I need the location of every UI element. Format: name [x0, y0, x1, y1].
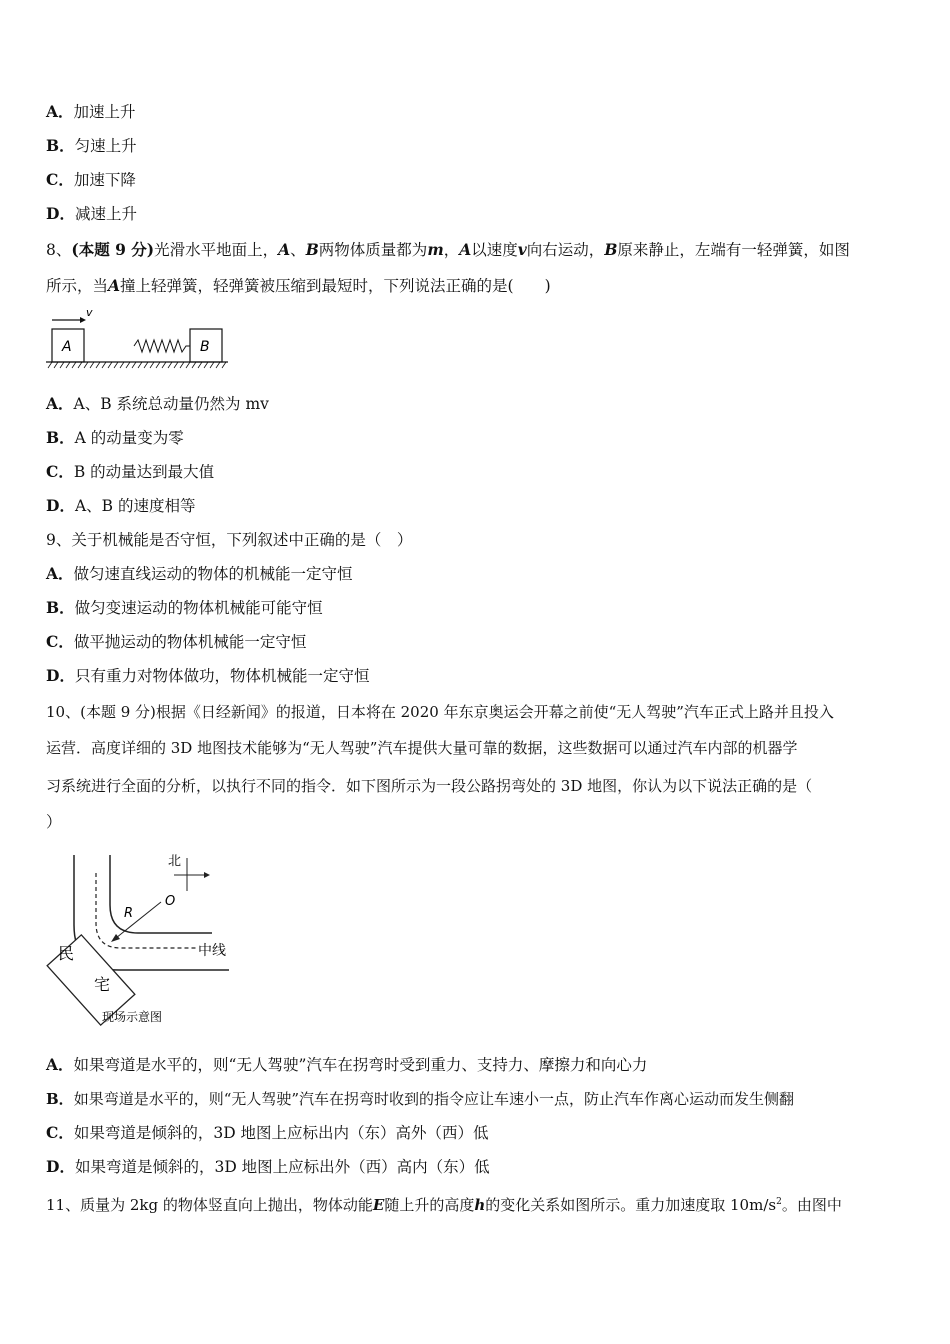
q11-text: 。由图中 [781, 1196, 842, 1214]
q10-stem-line2: 运营．高度详细的 3D 地图技术能够为“无人驾驶”汽车提供大量可靠的数据，这些数据可以通过汽车内部的机器学 [46, 739, 798, 757]
option-text: 匀速上升 [74, 137, 137, 155]
option-text: A、B 的速度相等 [74, 497, 196, 515]
option-letter: D． [46, 666, 75, 685]
q11-text: 的变化关系如图所示。重力加速度取 10m/s [485, 1196, 777, 1214]
q7-option-a [46, 102, 136, 122]
q11-stem [46, 1192, 842, 1215]
option-letter: B． [46, 598, 75, 617]
option-letter: C． [46, 632, 74, 651]
q9-option-d [46, 666, 369, 686]
q9-option-c [46, 632, 306, 652]
option-letter: C． [46, 1123, 74, 1142]
var-b: B [604, 240, 618, 259]
option-text: 做匀速直线运动的物体的机械能一定守恒 [73, 565, 353, 583]
q10-option-b [46, 1089, 794, 1109]
q8-option-d [46, 496, 195, 516]
q8-option-a [46, 394, 269, 414]
q9-option-b [46, 598, 323, 618]
q8-text: 、 [290, 241, 306, 259]
q10-option-c [46, 1123, 489, 1143]
option-text: B 的动量达到最大值 [73, 463, 215, 481]
q10-option-a [46, 1055, 647, 1075]
block-b-label: B [200, 339, 210, 355]
figure-caption: 现场示意图 [102, 1010, 163, 1024]
residence-label-2: 宅 [94, 975, 111, 994]
q8-text: 所示，当 [46, 277, 109, 295]
option-text: 做匀变速运动的物体机械能可能守恒 [74, 599, 323, 617]
q10-stem-line4: ） [46, 813, 62, 831]
residence-label-1: 民 [58, 944, 75, 963]
q9-stem: 9、关于机械能是否守恒，下列叙述中正确的是（ ） [46, 531, 413, 549]
option-text: 减速上升 [74, 205, 137, 223]
option-letter: D． [46, 204, 75, 223]
center-o-label: O [165, 894, 176, 909]
q9-option-a [46, 564, 353, 584]
center-line-label: 中线 [198, 943, 226, 959]
option-text: 只有重力对物体做功，物体机械能一定守恒 [74, 667, 370, 685]
q8-text: 以速度 [471, 241, 518, 259]
q8-number: 8、 [46, 241, 72, 259]
option-text: 加速下降 [73, 171, 136, 189]
q7-option-c [46, 170, 136, 190]
spring-collision-figure [44, 304, 230, 376]
option-text: 如果弯道是水平的，则“无人驾驶”汽车在拐弯时收到的指令应让车速小一点，防止汽车作离心运动而发生侧翻 [73, 1090, 795, 1108]
q10-stem-line3: 习系统进行全面的分析，以执行不同的指令．如下图所示为一段公路拐弯处的 3D 地图，你认为以下说法正确的是（ [46, 777, 813, 795]
option-letter: C． [46, 170, 74, 189]
q10-option-d [46, 1157, 490, 1177]
velocity-label: v [86, 306, 93, 319]
q7-option-d [46, 204, 137, 224]
var-a: A [108, 276, 121, 295]
option-letter: D． [46, 496, 75, 515]
var-b: B [305, 240, 319, 259]
option-text: 如果弯道是倾斜的，3D 地图上应标出内（东）高外（西）低 [73, 1124, 489, 1142]
road-inner-edge [110, 855, 212, 933]
q11-text: 11、质量为 2kg 的物体竖直向上抛出，物体动能 [46, 1196, 373, 1214]
q8-text: 光滑水平地面上， [154, 241, 279, 259]
q8-stem-line2 [46, 276, 551, 296]
spring-icon [134, 340, 190, 352]
var-e: E [372, 1196, 385, 1214]
q11-text: 随上升的高度 [384, 1196, 475, 1214]
option-letter: B． [46, 428, 75, 447]
option-text: 如果弯道是倾斜的，3D 地图上应标出外（西）高内（东）低 [74, 1158, 490, 1176]
block-a-label: A [62, 339, 72, 355]
option-text: A 的动量变为零 [74, 429, 184, 447]
q8-text: 原来静止，左端有一轻弹簧，如图 [617, 241, 850, 259]
north-label: 北 [168, 854, 182, 869]
q8-text: 两物体质量都为 [318, 241, 428, 259]
q10-stem-line1: 10、(本题 9 分)根据《日经新闻》的报道，日本将在 2020 年东京奥运会开幕之前使“无人驾驶”汽车正式上路并且投入 [46, 703, 834, 721]
var-a: A [459, 240, 472, 259]
option-text: 如果弯道是水平的，则“无人驾驶”汽车在拐弯时受到重力、支持力、摩擦力和向心力 [73, 1056, 648, 1074]
option-letter: A． [46, 102, 74, 121]
east-arrow-icon [204, 872, 210, 878]
q8-option-b [46, 428, 184, 448]
superscript: 2 [776, 1197, 782, 1207]
option-text: 加速上升 [73, 103, 136, 121]
option-text: A、B 系统总动量仍然为 mv [73, 395, 269, 413]
q7-option-b [46, 136, 137, 156]
q8-score: (本题 9 分) [71, 240, 155, 259]
option-letter: B． [46, 1090, 74, 1108]
option-letter: D． [46, 1157, 75, 1176]
road-bend-figure [44, 845, 234, 1030]
option-letter: C． [46, 462, 74, 481]
var-v: v [517, 240, 527, 259]
option-letter: A． [46, 394, 74, 413]
q8-text: ， [443, 241, 460, 259]
option-letter: A． [46, 1055, 74, 1074]
option-letter: B． [46, 136, 75, 155]
var-a: A [278, 240, 291, 259]
option-letter: A． [46, 564, 74, 583]
q8-option-c [46, 462, 214, 482]
radius-arrow-head-icon [111, 934, 120, 942]
option-text: 做平抛运动的物体机械能一定守恒 [73, 633, 307, 651]
radius-r-label: R [124, 906, 134, 921]
ground-hatching [48, 362, 226, 368]
q8-text: 撞上轻弹簧，轻弹簧被压缩到最短时，下列说法正确的是( ) [120, 277, 551, 295]
var-h: h [474, 1196, 486, 1214]
q8-text: 向右运动， [526, 241, 605, 259]
q8-stem-line1 [46, 240, 850, 260]
var-m: m [427, 240, 444, 259]
